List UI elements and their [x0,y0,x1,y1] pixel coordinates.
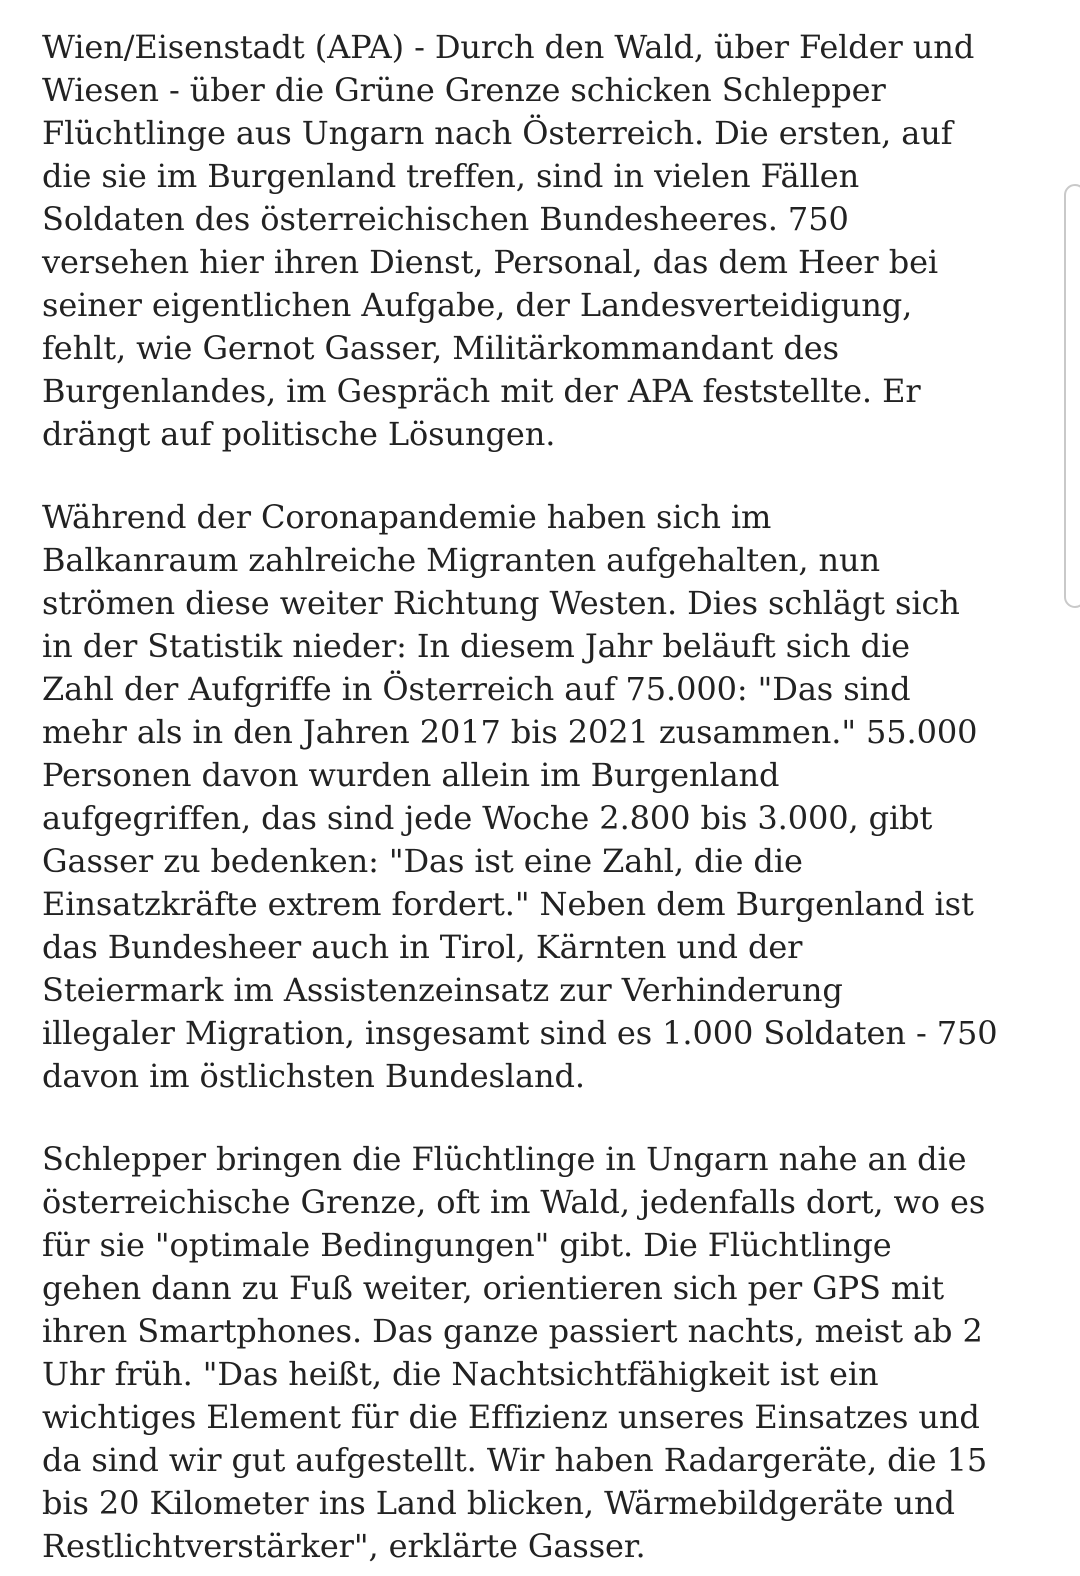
text-line: aufgegriffen, das sind jede Woche 2.800 bis 3.000, gibt [42,799,933,837]
text-line: wichtiges Element für die Effizienz unseres Einsatzes und [42,1398,980,1436]
text-line: versehen hier ihren Dienst, Personal, das dem Heer bei [42,243,939,281]
text-line: fehlt, wie Gernot Gasser, Militärkommandant des [42,329,839,367]
text-line: die sie im Burgenland treffen, sind in vielen Fällen [42,157,860,195]
text-line: davon im östlichsten Bundesland. [42,1057,585,1095]
text-line: ihren Smartphones. Das ganze passiert nachts, meist ab 2 [42,1312,983,1350]
text-line: Balkanraum zahlreiche Migranten aufgehalten, nun [42,541,880,579]
text-line: gehen dann zu Fuß weiter, orientieren sich per GPS mit [42,1269,945,1307]
text-line: Schlepper bringen die Flüchtlinge in Ungarn nahe an die [42,1140,967,1178]
text-line: strömen diese weiter Richtung Westen. Dies schlägt sich [42,584,960,622]
scrollbar[interactable] [1064,184,1080,608]
text-line: Burgenlandes, im Gespräch mit der APA feststellte. Er [42,372,921,410]
text-line: seiner eigentlichen Aufgabe, der Landesverteidigung, [42,286,913,324]
text-line: Während der Coronapandemie haben sich im [42,498,772,536]
text-line: mehr als in den Jahren 2017 bis 2021 zusammen." 55.000 [42,713,978,751]
article-body [42,26,1042,1568]
text-line: Personen davon wurden allein im Burgenland [42,756,780,794]
text-line: für sie "optimale Bedingungen" gibt. Die Flüchtlinge [42,1226,892,1264]
text-line: drängt auf politische Lösungen. [42,415,556,453]
article-paragraph-2 [42,496,1042,1098]
article-paragraph-1 [42,26,1042,456]
text-line: österreichische Grenze, oft im Wald, jedenfalls dort, wo es [42,1183,986,1221]
text-line: Gasser zu bedenken: "Das ist eine Zahl, die die [42,842,803,880]
text-line: Wien/Eisenstadt (APA) - Durch den Wald, über Felder und [42,28,975,66]
text-line: Einsatzkräfte extrem fordert." Neben dem Burgenland ist [42,885,974,923]
text-line: Zahl der Aufgriffe in Österreich auf 75.000: "Das sind [42,670,911,708]
text-line: Soldaten des österreichischen Bundesheeres. 750 [42,200,849,238]
text-line: illegaler Migration, insgesamt sind es 1.000 Soldaten - 750 [42,1014,998,1052]
text-line: bis 20 Kilometer ins Land blicken, Wärmebildgeräte und [42,1484,955,1522]
text-line: Wiesen - über die Grüne Grenze schicken Schlepper [42,71,886,109]
text-line: Steiermark im Assistenzeinsatz zur Verhinderung [42,971,843,1009]
text-line: Flüchtlinge aus Ungarn nach Österreich. Die ersten, auf [42,114,953,152]
article-paragraph-3 [42,1138,1042,1568]
text-line: Uhr früh. "Das heißt, die Nachtsichtfähigkeit ist ein [42,1355,879,1393]
text-line: in der Statistik nieder: In diesem Jahr beläuft sich die [42,627,910,665]
text-line: da sind wir gut aufgestellt. Wir haben Radargeräte, die 15 [42,1441,988,1479]
text-line: Restlichtverstärker", erklärte Gasser. [42,1527,646,1565]
text-line: das Bundesheer auch in Tirol, Kärnten und der [42,928,803,966]
